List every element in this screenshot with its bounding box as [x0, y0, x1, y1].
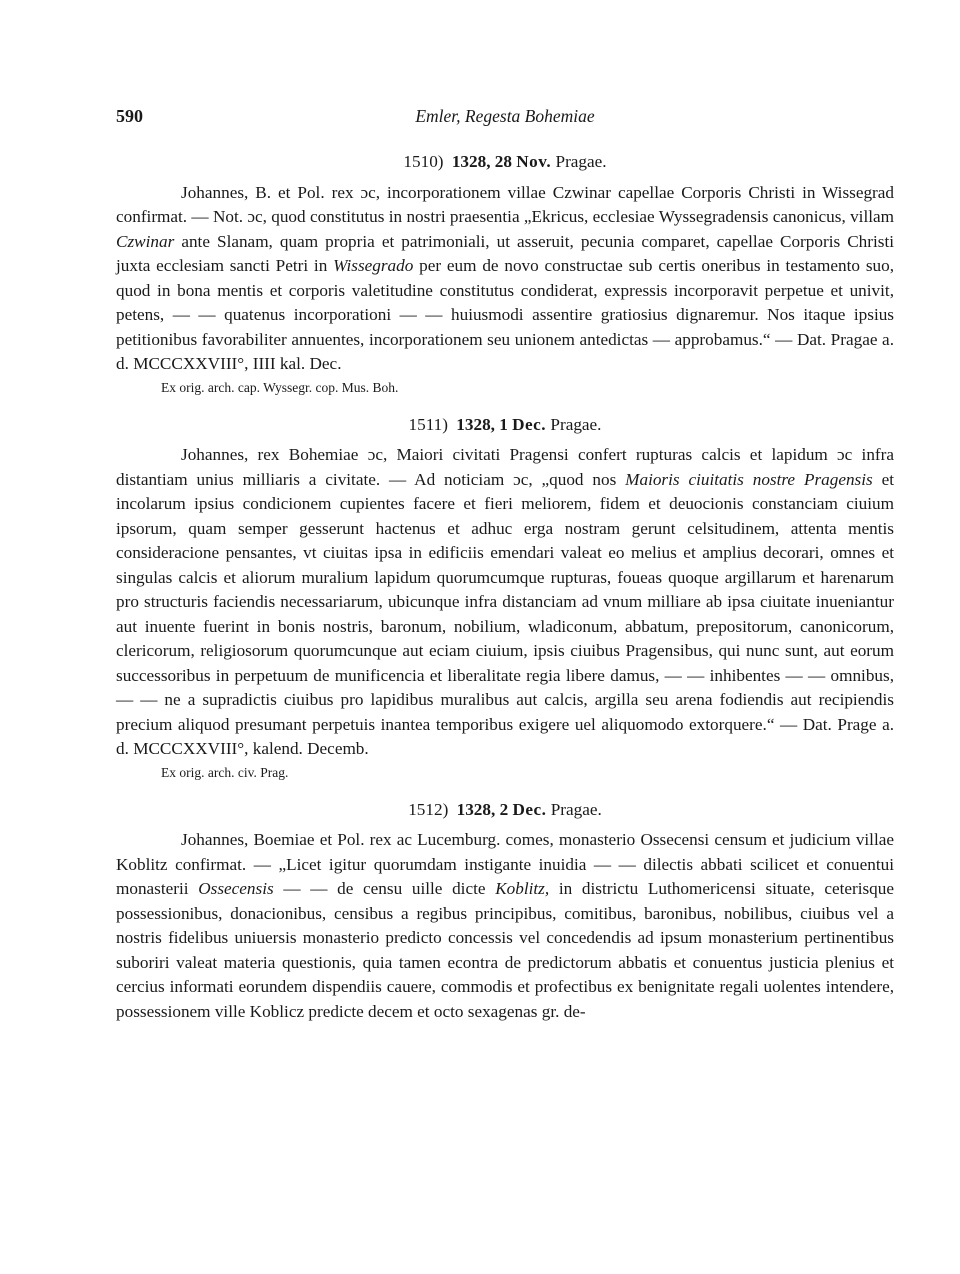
- page-header: [116, 104, 894, 134]
- text-run: — — de censu uille dicte: [273, 879, 496, 898]
- entry-1512: [116, 798, 894, 1025]
- entry-source: Ex orig. arch. cap. Wyssegr. cop. Mus. Boh.: [161, 379, 399, 395]
- entry-place: Pragae.: [550, 799, 602, 819]
- page-number: 590: [116, 106, 143, 126]
- entry-heading: [116, 798, 894, 823]
- running-title: Emler, Regesta Bohemiae: [415, 106, 595, 126]
- entry-date: 1328, 28: [451, 152, 512, 171]
- entry-date: 1328, 2: [456, 799, 509, 819]
- text-run: per eum de novo constructae sub certis oneribus in testamento suo, quod in bona mentis et corporis valetitudine constitutus condiderat, expressis incorporavit perpetue et univit, petens, — — quatenus incorporationi — — huiusmodi assentire gratiosius dignaremur. Nos itaque ipsius petitionibus favorabiliter annuentes, incorporationem seu unionem antedictas — approbamus.“ — Dat. Pragae a. d. MCCCXXVIII°, IIII kal. Dec.: [116, 256, 894, 373]
- entry-month: Dec.: [512, 414, 547, 434]
- document-page: [116, 104, 894, 1024]
- entry-text: [116, 443, 894, 762]
- italic-run: Ossecensis: [198, 879, 274, 898]
- entry-heading: [116, 413, 894, 438]
- entry-source: Ex orig. arch. civ. Prag.: [161, 764, 289, 780]
- entry-number: 1510): [403, 152, 444, 171]
- italic-run: Maioris ciuitatis nostre Pragensis: [625, 469, 873, 489]
- text-run: et incolarum ipsius condicionem cupientes facere et fieri meliorem, fidem et deuocionis constanciam ciuium ipsorum, quam semper gesserunt hactenus et adhuc erga nostram gerunt celsitudinem, attenta mentis consideracione pensantes, vt ciuitas ipsa in edificiis emendari valeat eo melius et amplius decorari, omnes et singulas calcis et aliorum muralium lapidum quorumcumque rupturas, foueas quoque argillarum et harenarum pro structuris faciendis necessariarum, ubicunque infra distanciam ad vnum milliare ab ipsa ciuitate inueniantur aut inuente fuerint in bonis nostris, baronum, nobilium, wladiconum, abbatum, prepositorum, canonicorum, clericorum, religiosorum quorumcunque aut eciam ciuium, ipsis ciuibus Pragensibus, qui nunc sunt, aut eorum successoribus in perpetuum de munificencia et liberalitate regia libere damus, — — inhibentes — — omnibus, — — ne a supradictis ciuibus pro lapidibus muralibus aut calcis, argilla seu arena fodiendis aut recipiendis precium aliquod presumant perpetuis inantea temporibus exigere uel aliquomodo extorquere.“ — Dat. Prage a. d. MCCCXXVIII°, kalend. Decemb.: [116, 469, 894, 758]
- entry-date: 1328, 1: [456, 414, 508, 434]
- entry-place: Pragae.: [550, 414, 602, 434]
- entry-text: [116, 181, 894, 377]
- entry-1511: [116, 413, 894, 782]
- italic-run: Wissegrado: [333, 256, 414, 275]
- text-run: ante Slanam, quam propria et patrimoniali, ut asseruit, pecunia comparet, capellae Corporis Christi juxta ecclesiam sancti Petri in: [116, 231, 894, 275]
- entry-month: Dec.: [512, 799, 547, 819]
- entry-place: Pragae.: [555, 152, 607, 171]
- entry-number: 1512): [408, 799, 449, 819]
- entry-heading: [116, 150, 894, 175]
- italic-run: Czwinar: [116, 231, 175, 251]
- entry-number: 1511): [408, 414, 448, 434]
- text-run: Johannes, rex Bohemiae ɔc, Maiori civitati Pragensi confert rupturas calcis et lapidum ɔc infra distantiam unius milliaris a civitate. — Ad noticiam ɔc, „quod nos: [116, 445, 894, 489]
- entry-1510: [116, 150, 894, 397]
- text-run: in districtu Luthomericensi situate, ceterisque possessionibus, donacionibus, censibus a regibus principibus, comitibus, baronibus, nobilibus, ciuibus vel a nostris fidelibus uniuersis monasterio predicto concessis vel concedendis ad ipsum monasterium pertinentibus suboriri valeat materia questionis, quia tamen econtra de predictorum abbatis et conuentus justicia plenius et cercius informati eorundem dispendiis cauere, commodis et profectibus ex benignitate regali uolentes intendere, possessionem ville Koblicz predicte decem et octo sexagenas gr. de-: [116, 879, 894, 1021]
- italic-run: Koblitz,: [495, 879, 550, 898]
- text-run: Johannes, B. et Pol. rex ɔc, incorporationem villae Czwinar capellae Corporis Christi in Wissegrad confirmat. — Not. ɔc, quod constitutus in nostri praesentia „Ekricus, ecclesiae Wyssegradensis canonicus, villam: [116, 182, 894, 226]
- entry-text: [116, 828, 894, 1024]
- entry-month: Nov.: [516, 152, 552, 171]
- text-run: Johannes, Boemiae et Pol. rex ac Lucemburg. comes, monasterio Ossecensi censum et judicium villae Koblitz confirmat. — „Licet igitur quorumdam instigante inuidia — — dilectis abbati scilicet et conuentui monasterii: [116, 830, 894, 898]
